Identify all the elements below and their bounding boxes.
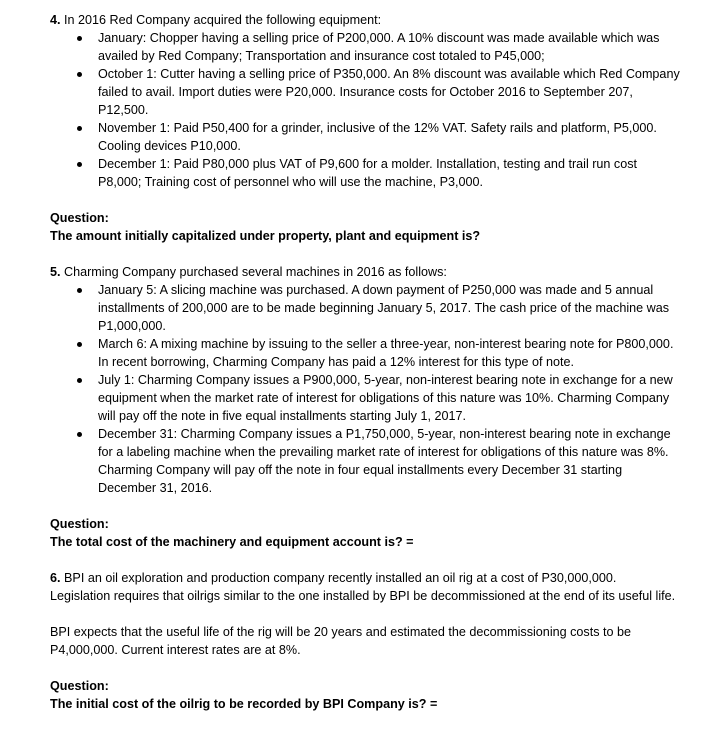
problem-5 xyxy=(50,263,680,551)
list-item: December 1: Paid P80,000 plus VAT of P9,600 for a molder. Installation, testing and trail run cost P8,000; Training cost of personnel who will use the machine, P3,000. xyxy=(50,155,680,191)
problem-6 xyxy=(50,569,680,713)
list-item: October 1: Cutter having a selling price of P350,000. An 8% discount was available which Red Company failed to avail. Import duties were P20,000. Insurance costs for October 2016 to September 207, P12,500. xyxy=(50,65,680,119)
problem-number: 4. xyxy=(50,13,61,27)
problem-5-intro xyxy=(50,263,680,281)
list-item: November 1: Paid P50,400 for a grinder, inclusive of the 12% VAT. Safety rails and platform, P5,000. Cooling devices P10,000. xyxy=(50,119,680,155)
question-label: Question: xyxy=(50,517,109,531)
problem-number: 5. xyxy=(50,265,61,279)
question-text: The total cost of the machinery and equipment account is? = xyxy=(50,535,414,549)
question-label: Question: xyxy=(50,211,109,225)
intro-text: Charming Company purchased several machines in 2016 as follows: xyxy=(64,265,447,279)
intro-text: In 2016 Red Company acquired the following equipment: xyxy=(64,13,382,27)
paragraph-text: BPI an oil exploration and production company recently installed an oil rig at a cost of P30,000,000. Legislation requires that oilrigs similar to the one installed by BPI be decommissioned at the end of its useful life. xyxy=(50,571,676,603)
question-text: The initial cost of the oilrig to be recorded by BPI Company is? = xyxy=(50,697,438,711)
list-item: January 5: A slicing machine was purchased. A down payment of P250,000 was made and 5 annual installments of 200,000 are to be made beginning January 5, 2017. The cash price of the machine was P1,000,000. xyxy=(50,281,680,335)
document xyxy=(50,11,680,713)
list-item: March 6: A mixing machine by issuing to the seller a three-year, non-interest bearing note for P800,000. In recent borrowing, Charming Company has paid a 12% interest for this type of note. xyxy=(50,335,680,371)
question-label: Question: xyxy=(50,679,109,693)
problem-5-list xyxy=(50,281,680,497)
problem-6-para-2: BPI expects that the useful life of the rig will be 20 years and estimated the decommissioning costs to be P4,000,000. Current interest rates are at 8%. xyxy=(50,625,632,657)
problem-4 xyxy=(50,11,680,245)
question-text: The amount initially capitalized under property, plant and equipment is? xyxy=(50,229,481,243)
list-item: December 31: Charming Company issues a P1,750,000, 5-year, non-interest bearing note in exchange for a labeling machine when the prevailing market rate of interest for obligations of this nature was 8%. Charming Company will pay off the note in four equal installments every December 31 starting December 31, 2016. xyxy=(50,425,680,497)
list-item: July 1: Charming Company issues a P900,000, 5-year, non-interest bearing note in exchange for a new equipment when the market rate of interest for obligations of this nature was 10%. Charming Company will pay off the note in five equal installments starting July 1, 2017. xyxy=(50,371,680,425)
problem-6-para-1 xyxy=(50,569,680,605)
problem-4-list xyxy=(50,29,680,191)
list-item: January: Chopper having a selling price of P200,000. A 10% discount was made available which was availed by Red Company; Transportation and insurance cost totaled to P45,000; xyxy=(50,29,680,65)
problem-number: 6. xyxy=(50,571,61,585)
problem-4-intro xyxy=(50,11,680,29)
